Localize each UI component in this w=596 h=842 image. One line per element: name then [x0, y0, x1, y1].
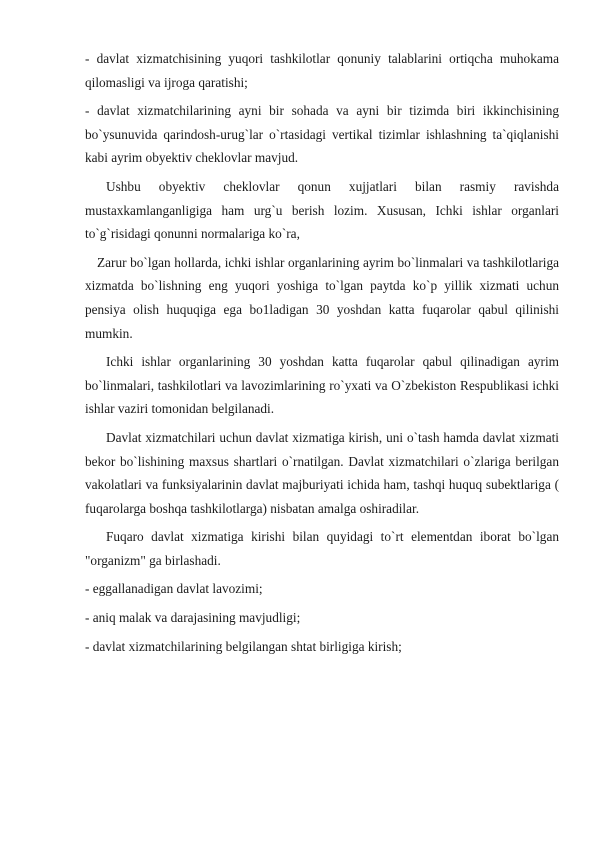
- paragraph-3: Ushbu obyektiv cheklovlar qonun xujjatlari bilan rasmiy ravishda mustaxkamlanganligiga ham urg`u berish lozim. Xususan, Ichki ishlar organlari to`g`risidagi qonunni normalariga ko`ra,: [85, 178, 559, 242]
- list-item-1: - eggallanadigan davlat lavozimi;: [85, 581, 263, 597]
- list-item-3: - davlat xizmatchilarining belgilangan shtat birligiga kirish;: [85, 638, 402, 654]
- paragraph-5: Ichki ishlar organlarining 30 yoshdan katta fuqarolar qabul qilinadigan ayrim bo`linmalari, tashkilotlari va lavozimlarining ro`yxati va O`zbekiston Respublikasi ichki ishlar vaziri tomonidan belgilanadi.: [85, 354, 559, 417]
- paragraph-4: Zarur bo`lgan hollarda, ichki ishlar organlarining ayrim bo`linmalari va tashkilotlariga xizmatda bo`lishning eng yuqori yoshiga to`lgan paytda ko`p yillik xizmati uchun pensiya olish huquqiga ega bo1ladigan 30 yoshdan katta fuqarolar qabul qilinishi mumkin.: [85, 254, 559, 341]
- paragraph-1: - davlat xizmatchisining yuqori tashkilotlar qonuniy talablarini ortiqcha muhokama qilomasligi va ijroga qaratishi;: [85, 51, 559, 90]
- paragraph-6: Davlat xizmatchilari uchun davlat xizmatiga kirish, uni o`tash hamda davlat xizmati bekor bo`lishining maxsus shartlari o`rnatilgan. Davlat xizmatchilari o`zlariga berilgan vakolatlari va funksiyalarinin davlat majburiyati ichida ham, tashqi huquq subektlariga ( fuqarolarga boshqa tashkilotlarga) nisbatan amalga oshiradilar.: [85, 429, 559, 516]
- document-page: [85, 47, 559, 663]
- paragraph-2: - davlat xizmatchilarining ayni bir sohada va ayni bir tizimda biri ikkinchisining bo`ysunuvida qarindosh-urug`lar o`rtasidagi vertikal tizimlar ishlashning ta`qiqlanishi kabi ayrim obyektiv cheklovlar mavjud.: [85, 103, 559, 166]
- list-item-2: - aniq malak va darajasining mavjudligi;: [85, 610, 301, 626]
- paragraph-7: Fuqaro davlat xizmatiga kirishi bilan quyidagi to`rt elementdan iborat bo`lgan "organizm" ga birlashadi.: [85, 529, 559, 568]
